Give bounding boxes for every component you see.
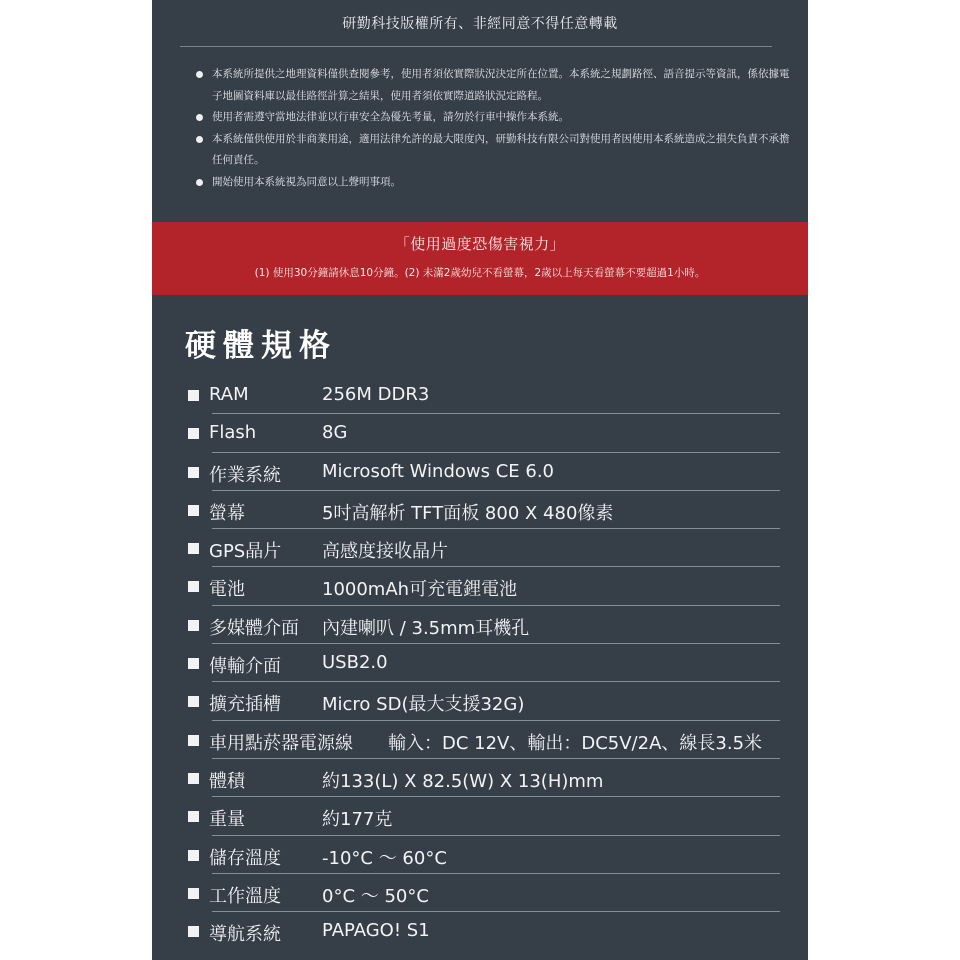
copyright-notice: 研勤科技版權所有、非經同意不得任意轉載 (342, 16, 618, 32)
spec-value: 1000mAh可充電鋰電池 (322, 579, 518, 601)
spec-label: 重量 (209, 809, 245, 831)
square-bullet-icon (188, 926, 199, 937)
spec-row-gps-chip (188, 529, 778, 567)
spec-row-battery (188, 567, 778, 605)
spec-value: 約177克 (322, 809, 393, 831)
spec-label: 導航系統 (209, 924, 281, 946)
spec-row-multimedia (188, 606, 778, 644)
spec-label: 儲存溫度 (209, 847, 281, 869)
spec-row-flash (188, 414, 778, 452)
spec-row-os (188, 453, 778, 491)
specs-table (188, 376, 778, 950)
spec-value: USB2.0 (322, 652, 388, 674)
square-bullet-icon (188, 811, 199, 822)
spec-row-weight (188, 797, 778, 835)
warning-text: (1) 使用30分鐘請休息10分鐘。(2) 未滿2歲幼兒不看螢幕，2歲以上每天看螢幕不要超過1小時。 (254, 267, 706, 279)
disclaimer-item: 本系統所提供之地理資料僅供查閱參考，使用者須依實際狀況決定所在位置。本系統之規劃路徑、語音提示等資訊，係依據電子地圖資料庫以最佳路徑計算之結果，使用者須依實際道路狀況定路程。 (196, 64, 796, 107)
spec-value: 約133(L) X 82.5(W) X 13(H)mm (322, 770, 604, 792)
spec-value: Microsoft Windows CE 6.0 (322, 460, 554, 482)
spec-value: 0°C ～ 50°C (322, 885, 429, 907)
spec-label: 擴充插槽 (209, 694, 281, 716)
spec-panel (152, 0, 808, 960)
spec-value: PAPAGO! S1 (322, 920, 430, 942)
disclaimer-item: 開始使用本系統視為同意以上聲明事項。 (196, 172, 796, 194)
spec-row-car-charger (188, 721, 778, 759)
spec-label: 螢幕 (209, 502, 245, 524)
warning-title: 「使用過度恐傷害視力」 (394, 235, 566, 253)
spec-row-transfer (188, 644, 778, 682)
spec-label: 工作溫度 (209, 885, 281, 907)
spec-label: 車用點菸器電源線 (209, 732, 353, 754)
disclaimer-item: 本系統僅供使用於非商業用途，適用法律允許的最大限度內，研勤科技有限公司對使用者因使用本系統造成之損失負責不承擔任何責任。 (196, 129, 796, 172)
spec-row-navigation (188, 912, 778, 950)
square-bullet-icon (188, 467, 199, 478)
spec-value: -10°C ～ 60°C (322, 847, 447, 869)
disclaimer-item: 使用者需遵守當地法律並以行車安全為優先考量，請勿於行車中操作本系統。 (196, 107, 796, 129)
spec-value: Micro SD(最大支援32G) (322, 694, 525, 716)
square-bullet-icon (188, 696, 199, 707)
square-bullet-icon (188, 390, 199, 401)
square-bullet-icon (188, 581, 199, 592)
spec-value: 256M DDR3 (322, 384, 430, 405)
square-bullet-icon (188, 620, 199, 631)
spec-row-operating-temp (188, 874, 778, 912)
square-bullet-icon (188, 658, 199, 669)
spec-value: 內建喇叭 / 3.5mm耳機孔 (322, 617, 530, 639)
spec-label: 體積 (209, 770, 245, 792)
spec-value: 輸入：DC 12V、輸出：DC5V/2A、線長3.5米 (388, 732, 763, 754)
spec-value: 8G (322, 422, 348, 444)
spec-label: 傳輸介面 (209, 656, 281, 678)
square-bullet-icon (188, 543, 199, 554)
spec-row-screen (188, 491, 778, 529)
spec-label: 多媒體介面 (209, 617, 299, 639)
square-bullet-icon (188, 505, 199, 516)
header-divider (180, 46, 772, 47)
square-bullet-icon (188, 888, 199, 899)
spec-row-expansion-slot (188, 682, 778, 720)
spec-value: 高感度接收晶片 (322, 541, 448, 563)
square-bullet-icon (188, 773, 199, 784)
eye-health-warning-banner (152, 222, 808, 295)
square-bullet-icon (188, 428, 199, 439)
spec-label: 電池 (209, 579, 245, 601)
spec-label: GPS晶片 (209, 541, 282, 563)
spec-label: RAM (209, 384, 249, 405)
spec-row-ram (188, 376, 778, 414)
square-bullet-icon (188, 850, 199, 861)
square-bullet-icon (188, 735, 199, 746)
spec-row-dimensions (188, 759, 778, 797)
spec-label: Flash (209, 422, 257, 444)
specs-title: 硬體規格 (185, 328, 337, 364)
spec-label: 作業系統 (209, 464, 281, 486)
disclaimer-list (196, 64, 796, 193)
spec-row-storage-temp (188, 836, 778, 874)
spec-value: 5吋高解析 TFT面板 800 X 480像素 (322, 502, 614, 524)
